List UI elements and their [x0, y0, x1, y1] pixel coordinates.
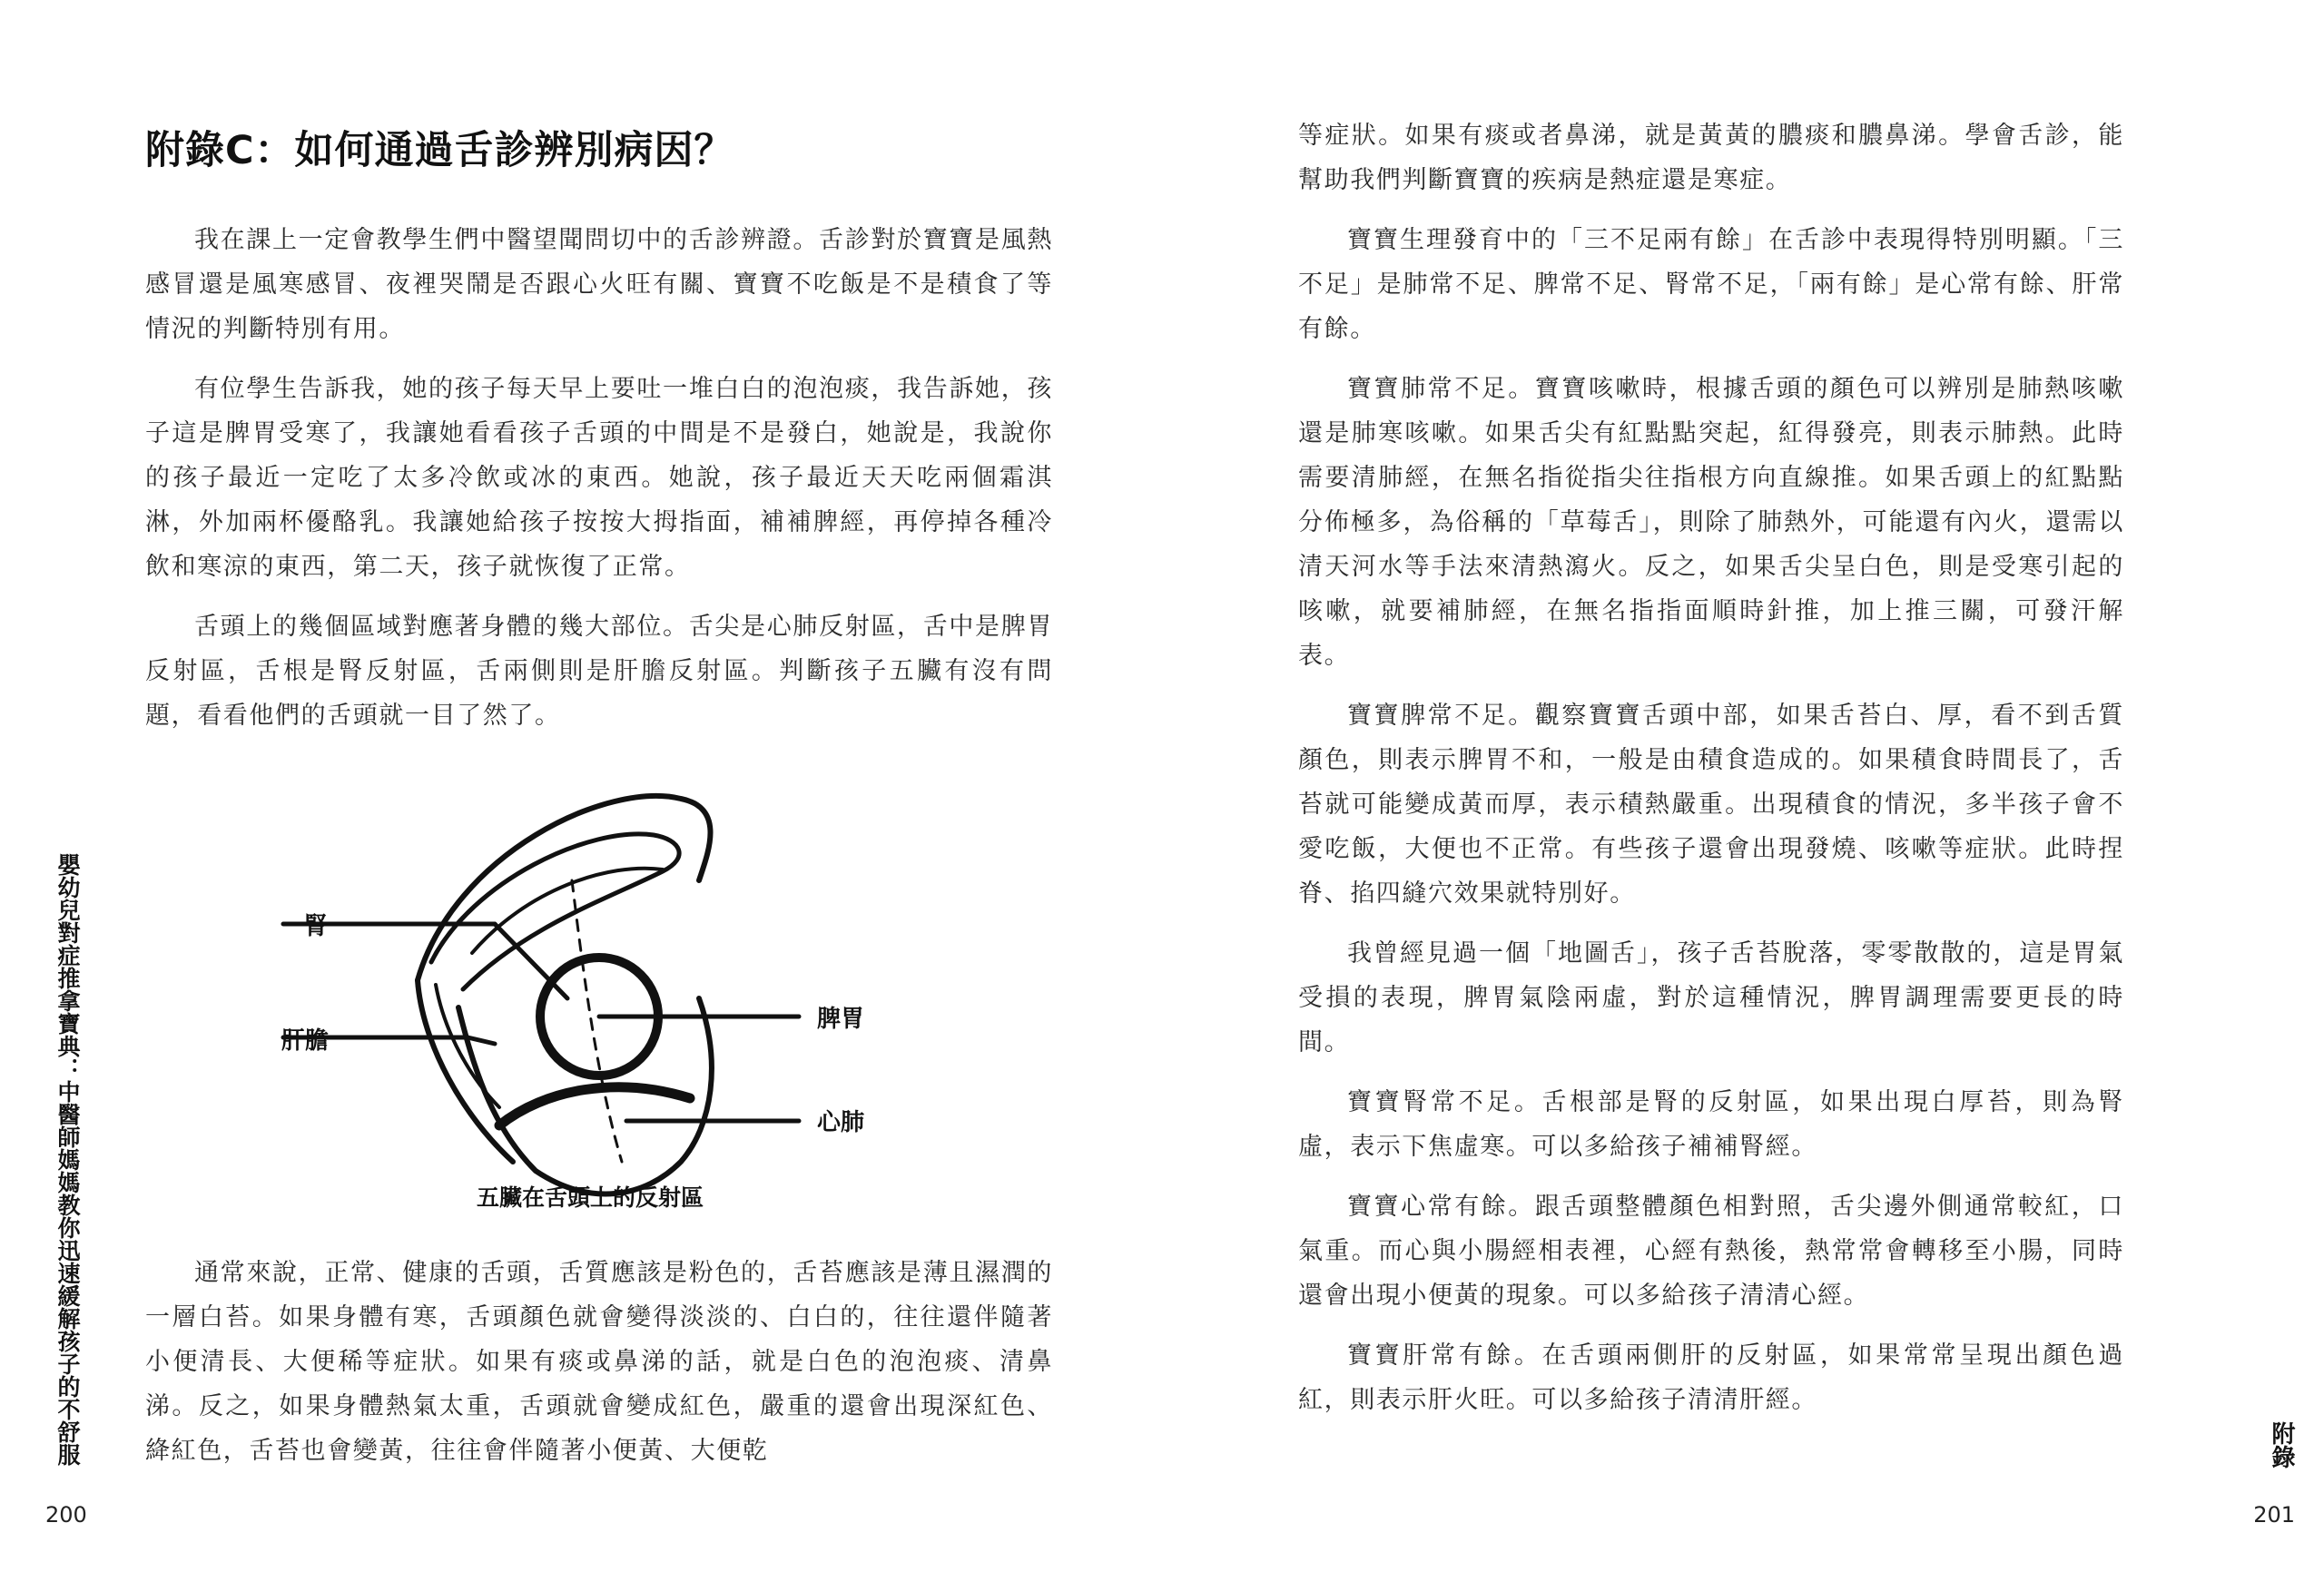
- diagram-caption: 五臟在舌頭上的反射區: [477, 1184, 704, 1211]
- page-number-right: 201: [2253, 1502, 2295, 1528]
- paragraph: 寶寶脾常不足。觀察寶寶舌頭中部，如果舌苔白、厚，看不到舌質顏色，則表示脾胃不和，一般是由積食造成的。如果積食時間長了，舌苔就可能變成黃而厚，表示積熱嚴重。出現積食的情況，多半孩子會不愛吃飯，大便也不正常。有些孩子還會出現發燒、咳嗽等症狀。此時捏脊、掐四縫穴效果就特別好。: [1298, 702, 2124, 908]
- page-title: 附錄C：如何通過舌診辨別病因？: [145, 128, 734, 173]
- tongue-illustration: [263, 771, 935, 1216]
- bottom-text-block: [145, 1251, 1053, 1473]
- right-text-block: [1298, 113, 2124, 1438]
- label-spleen-stomach: 脾胃: [817, 1006, 865, 1033]
- book-title-spine: 嬰幼兒對症推拿寶典：中醫師媽媽教你迅速緩解孩子的不舒服: [54, 853, 81, 1466]
- paragraph: 我曾經見過一個「地圖舌」，孩子舌苔脫落，零零散散的，這是胃氣受損的表現，脾胃氣陰兩虛，對於這種情況，脾胃調理需要更長的時間。: [1298, 939, 2124, 1056]
- paragraph: 寶寶肺常不足。寶寶咳嗽時，根據舌頭的顏色可以辨別是肺熱咳嗽還是肺寒咳嗽。如果舌尖有紅點點突起，紅得發亮，則表示肺熱。此時需要清肺經，在無名指從指尖往指根方向直線推。如果舌頭上的紅點點分佈極多，為俗稱的「草莓舌」，則除了肺熱外，可能還有內火，還需以清天河水等手法來清熱瀉火。反之，如果舌尖呈白色，則是受寒引起的咳嗽，就要補肺經，在無名指指面順時針推，加上推三關，可發汗解表。: [1298, 375, 2124, 670]
- right-page: [1162, 0, 2324, 1572]
- intro-text-block: [145, 218, 1053, 753]
- label-liver-gallbladder: 肝膽: [281, 1027, 330, 1055]
- label-heart-lung: 心肺: [817, 1109, 865, 1136]
- paragraph: 我在課上一定會教學生們中醫望聞問切中的舌診辨證。舌診對於寶寶是風熱感冒還是風寒感冒、夜裡哭鬧是否跟心火旺有關、寶寶不吃飯是不是積食了等情況的判斷特別有用。: [145, 226, 1053, 343]
- paragraph: 等症狀。如果有痰或者鼻涕，就是黃黃的膿痰和膿鼻涕。學會舌診，能幫助我們判斷寶寶的疾病是熱症還是寒症。: [1298, 122, 2124, 194]
- page-number-left: 200: [45, 1502, 87, 1528]
- paragraph: 舌頭上的幾個區域對應著身體的幾大部位。舌尖是心肺反射區，舌中是脾胃反射區，舌根是腎反射區，舌兩側則是肝膽反射區。判斷孩子五臟有沒有問題，看看他們的舌頭就一目了然了。: [145, 613, 1053, 730]
- paragraph: 寶寶生理發育中的「三不足兩有餘」在舌診中表現得特別明顯。「三不足」是肺常不足、脾常不足、腎常不足，「兩有餘」是心常有餘、肝常有餘。: [1298, 226, 2124, 343]
- paragraph: 通常來說，正常、健康的舌頭，舌質應該是粉色的，舌苔應該是薄且濕潤的一層白苔。如果身體有寒，舌頭顏色就會變得淡淡的、白白的，往往還伴隨著小便清長、大便稀等症狀。如果有痰或鼻涕的話，就是白色的泡泡痰、清鼻涕。反之，如果身體熱氣太重，舌頭就會變成紅色，嚴重的還會出現深紅色、絳紅色，舌苔也會變黃，往往會伴隨著小便黃、大便乾: [145, 1259, 1053, 1465]
- tongue-diagram: [263, 771, 935, 1216]
- paragraph: 寶寶腎常不足。舌根部是腎的反射區，如果出現白厚苔，則為腎虛，表示下焦虛寒。可以多給孩子補補腎經。: [1298, 1088, 2124, 1161]
- appendix-tab: 附錄: [2268, 1421, 2295, 1469]
- paragraph: 寶寶肝常有餘。在舌頭兩側肝的反射區，如果常常呈現出顏色過紅，則表示肝火旺。可以多給孩子清清肝經。: [1298, 1341, 2124, 1414]
- paragraph: 寶寶心常有餘。跟舌頭整體顏色相對照，舌尖邊外側通常較紅，口氣重。而心與小腸經相表裡，心經有熱後，熱常常會轉移至小腸，同時還會出現小便黃的現象。可以多給孩子清清心經。: [1298, 1193, 2124, 1310]
- label-kidney: 腎: [304, 913, 329, 940]
- paragraph: 有位學生告訴我，她的孩子每天早上要吐一堆白白的泡泡痰，我告訴她，孩子這是脾胃受寒了，我讓她看看孩子舌頭的中間是不是發白，她說是，我說你的孩子最近一定吃了太多冷飲或冰的東西。她說，孩子最近天天吃兩個霜淇淋，外加兩杯優酪乳。我讓她給孩子按按大拇指面，補補脾經，再停掉各種冷飲和寒涼的東西，第二天，孩子就恢復了正常。: [145, 375, 1053, 581]
